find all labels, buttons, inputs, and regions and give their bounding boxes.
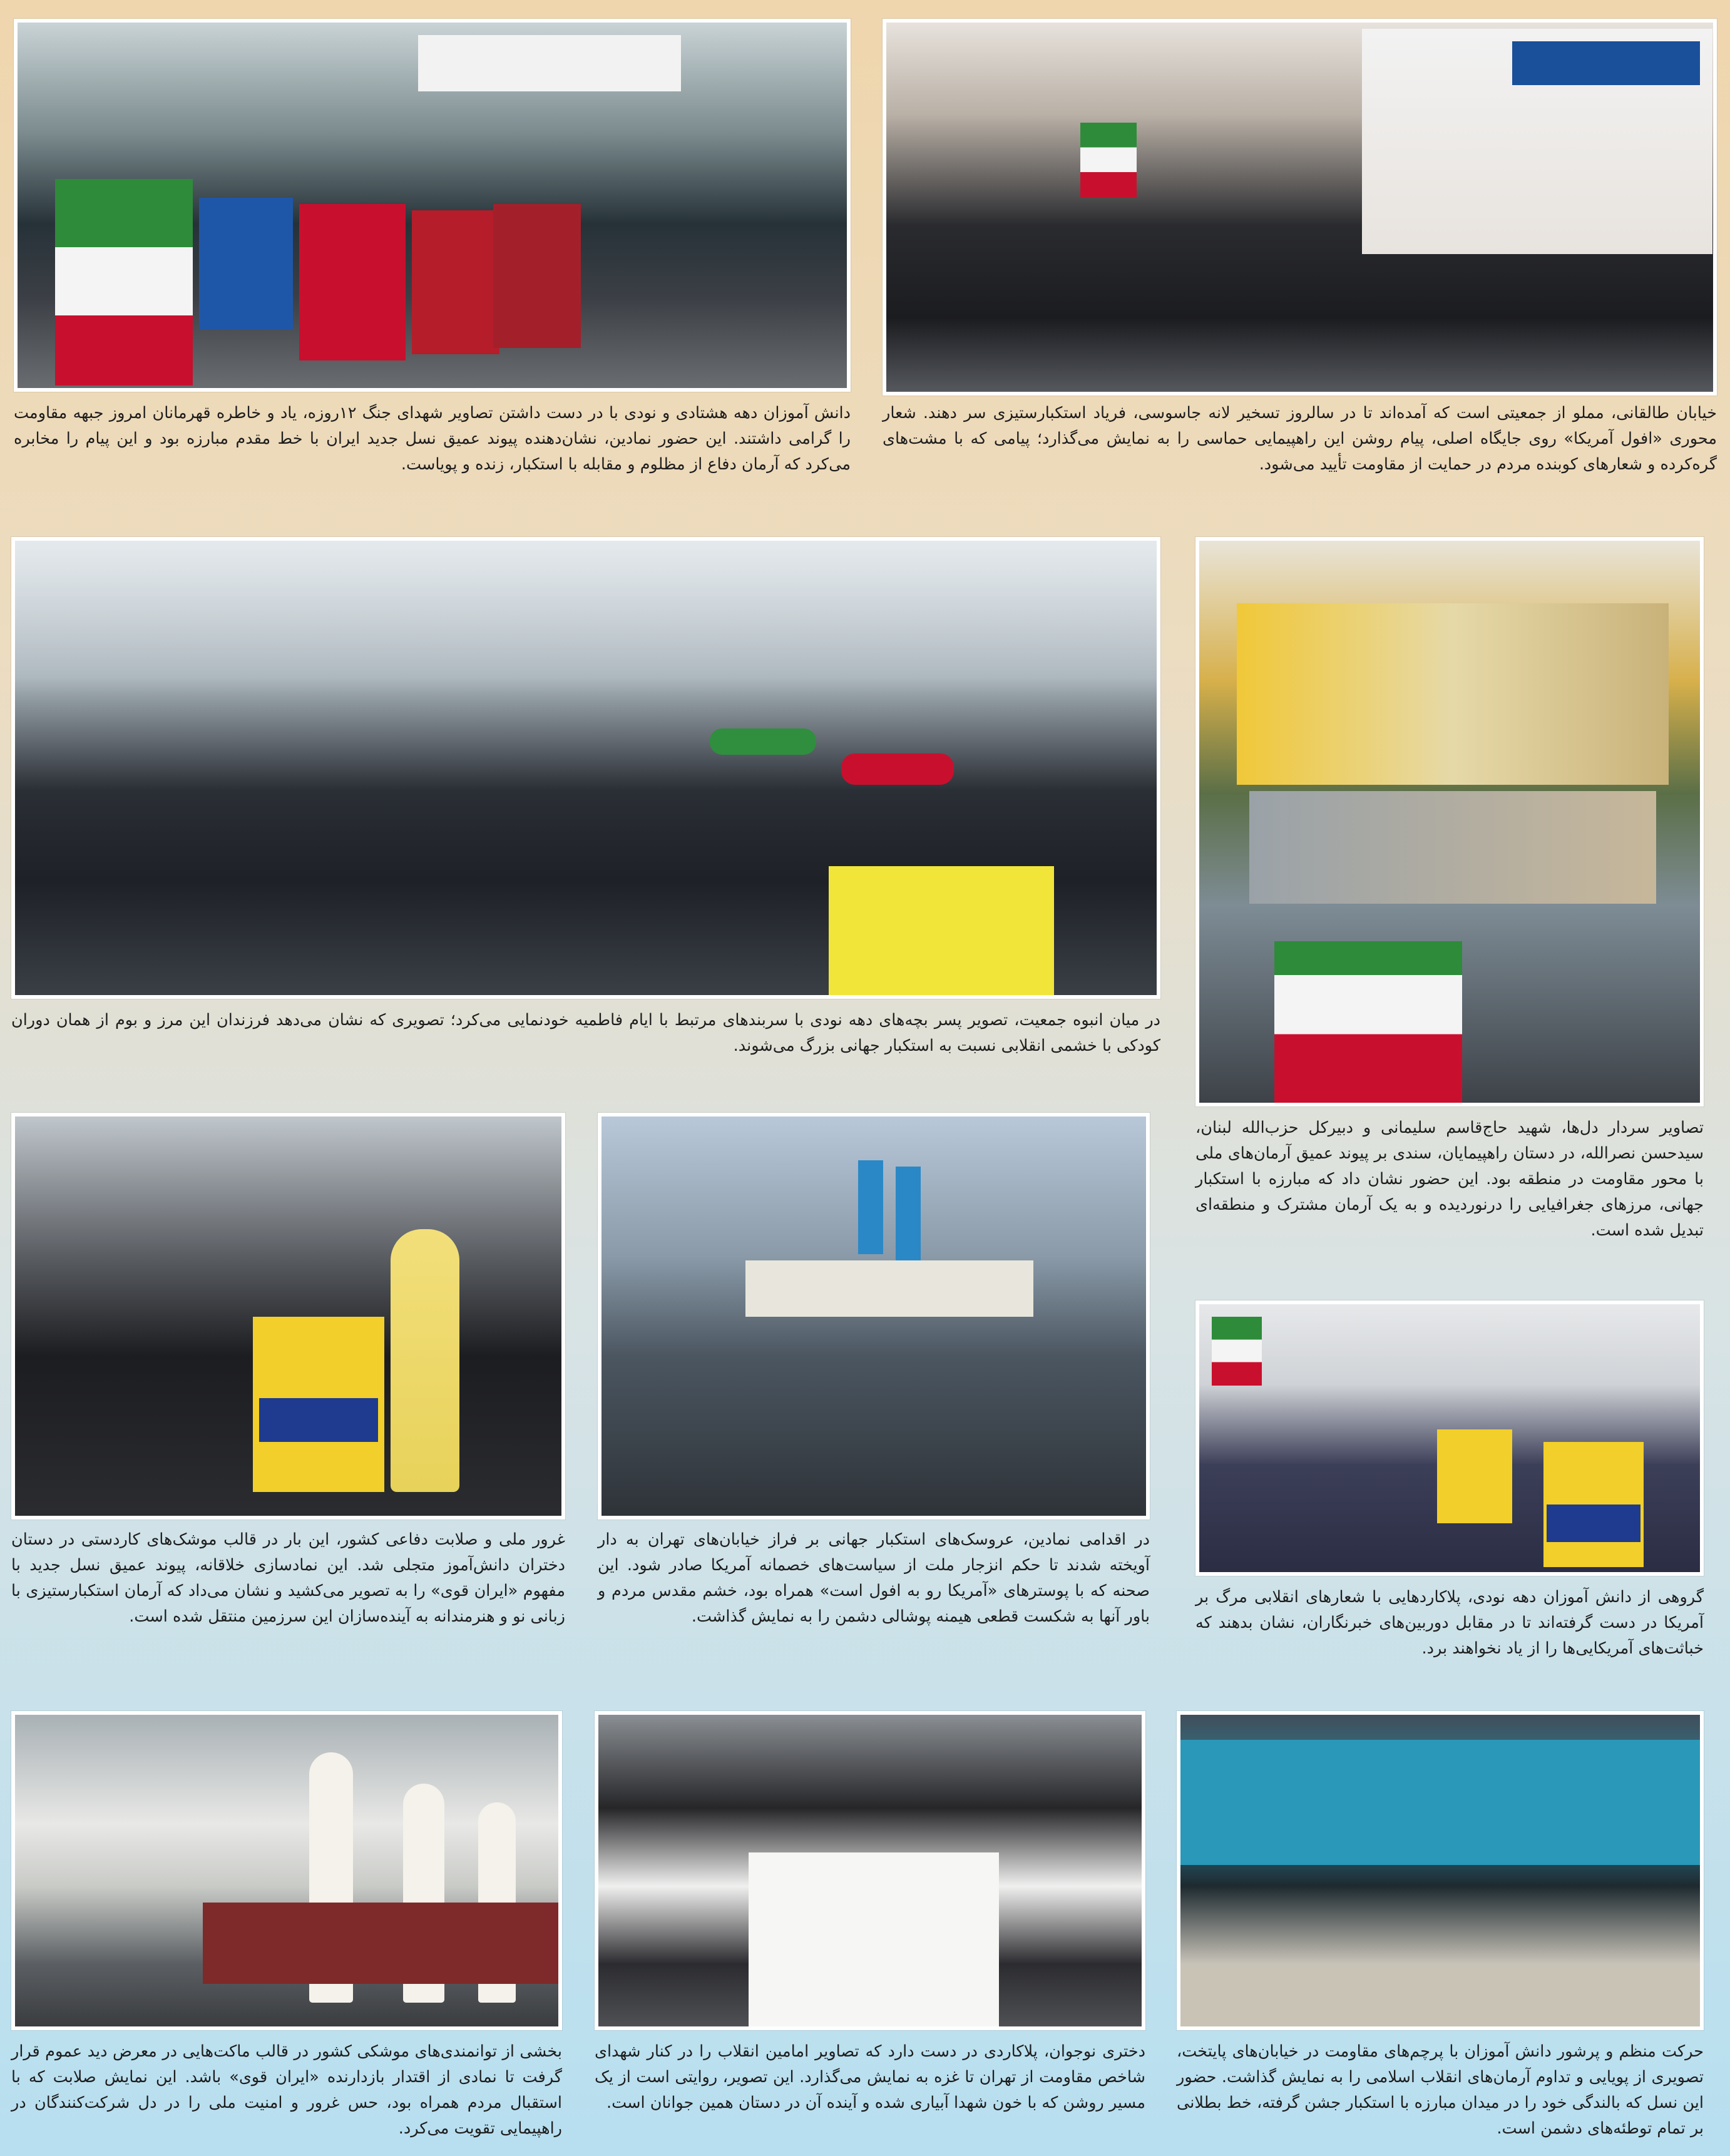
caption-top-right: خیابان طالقانی، مملو از جمعیتی است که آمده‌اند تا در سالروز تسخیر لانه جاسوسی، فریاد استکبارستیزی سر دهند. شعار محوری «افول آمریکا» روی جایگاه اصلی، پیام روشن این راهپیمایی حماسی را به نمایش می‌گذارد؛ پیامی که با مشت‌های گره‌کرده و شعارهای کوبنده مردم در حمایت از مقاومت تأیید می‌شود. <box>883 404 1717 474</box>
effigy-shape <box>896 1167 921 1260</box>
poster-board <box>1237 603 1669 785</box>
photo-girl-holding-placard <box>595 1711 1145 2030</box>
caption-bottom-right: حرکت منظم و پرشور دانش آموزان با پرچم‌های مقاومت در خیابان‌های پایتخت، تصویری از پویایی و تداوم آرمان‌های انقلاب اسلامی را به نمایش گذاشت. حضور این نسل که بالندگی خود را در میدان مبارزه با استکبار جشن گرفته، خط بطلانی بر تمام توطئه‌های دشمن است. <box>1177 2042 1704 2138</box>
portrait-board <box>493 204 581 348</box>
caption-row3-left: غرور ملی و صلابت دفاعی کشور، این بار در قالب موشک‌های کاردستی در دستان دختران دانش‌آموز متجلی شد. این نمادسازی خلاقانه، پیوند عمیق نسل جدید با مفهوم «ایران قوی» را به تصویر می‌کشید و نشان می‌داد که آرمان استکبارستیزی با زبانی نو و هنرمندانه به آینده‌سازان این سرزمین منتقل شده است. <box>11 1530 565 1626</box>
caption-row3-middle: در اقدامی نمادین، عروسک‌های استکبار جهانی بر فراز خیابان‌های تهران به دار آویخته شدند تا حکم انزجار ملت از سیاست‌های خصمانه آمریکا صادر شود. این صحنه که با پوسترهای «آمریکا رو به افول است» همراه بود، خشم مقدس مردم و باور آنها به شکست قطعی هیمنه پوشالی دشمن را به نمایش گذاشت. <box>598 1530 1150 1626</box>
caption-bottom-left: بخشی از توانمندی‌های موشکی کشور در قالب ماکت‌هایی در معرض دید عموم قرار گرفت تا نمادی از اقتدار بازدارنده «ایران قوی» باشد. این نمایش صلابت که با استقبال مردم همراه بود، حس غرور و امنیت ملی را در دل شرکت‌کنندگان در راهپیمایی تقویت می‌کرد. <box>11 2042 562 2138</box>
photo-schoolgirls-placards <box>1195 1300 1704 1576</box>
photo-students-martyr-portraits <box>14 19 851 392</box>
headband-shape <box>710 728 816 755</box>
bus-shape <box>1180 1740 1704 1865</box>
photo-missile-models-display <box>11 1711 562 2030</box>
placard-shape <box>1437 1429 1512 1523</box>
caption-bottom-middle: دختری نوجوان، پلاکاردی در دست دارد که تصاویر امامین انقلاب را در کنار شهدای شاخص مقاومت از تهران تا غزه به نمایش می‌گذارد. این تصویر، روایتی است از یک مسیر روشن که با خون شهدا آبیاری شده و آینده آن در دستان همین جوانان است. <box>595 2042 1145 2112</box>
banner-shape <box>203 1903 562 1984</box>
caption-middle-wide: در میان انبوه جمعیت، تصویر پسر بچه‌های دهه نودی با سربندهای مرتبط با ایام فاطمیه خودنمایی می‌کرد؛ تصویری که نشان می‌دهد فرزندان این مرز و بوم از همان دوران کودکی با خشمی انقلابی نسبت به استکبار جهانی بزرگ می‌شوند. <box>11 1011 1160 1055</box>
banner-shape <box>418 35 681 91</box>
caption-right-tall: تصاویر سردار دل‌ها، شهید حاج‌قاسم سلیمانی و دبیرکل حزب‌الله لبنان، سیدحسن نصرالله، در دستان راهپیمایان، سندی بر پیوند عمیق آرمان‌های ملی با محور مقاومت در منطقه بود. این حضور نشان داد که مبارزه با استکبار جهانی، مرزهای جغرافیایی را درنوردیده و به یک آرمان مشترک و منطقه‌ای تبدیل شده است. <box>1195 1118 1704 1240</box>
effigy-shape <box>858 1160 883 1254</box>
photo-hanged-effigies-street <box>598 1113 1150 1520</box>
photo-boys-headbands-shouting <box>11 537 1160 999</box>
headband-shape <box>841 754 954 785</box>
photo-soleimani-nasrallah-posters <box>1195 537 1704 1106</box>
placard-shape <box>749 1852 999 2030</box>
portrait-board <box>412 210 499 354</box>
photo-students-march-flags <box>1177 1711 1704 2030</box>
caption-row3-right: گروهی از دانش آموزان دهه نودی، پلاکاردهایی با شعارهای انقلابی مرگ بر آمریکا در دست گرفته‌اند تا در مقابل دوربین‌های خبرنگاران، نشان بدهند که خباثت‌های آمریکایی‌ها را از یاد نخواهند برد. <box>1195 1588 1704 1658</box>
poster-board <box>1249 791 1656 904</box>
placard-strip <box>1547 1505 1640 1542</box>
placard-strip <box>259 1398 378 1442</box>
road-shape <box>1180 1965 1704 2030</box>
sky-shape <box>15 541 1160 697</box>
flag-shape <box>1212 1317 1262 1386</box>
flag-shape <box>1080 123 1137 198</box>
flag-shape <box>55 179 193 386</box>
photo-taleghani-street-crowd <box>883 19 1717 396</box>
missile-model <box>391 1229 459 1492</box>
caption-top-left: دانش آموزان دهه هشتادی و نودی با در دست داشتن تصاویر شهدای جنگ ۱۲روزه، یاد و خاطره قهرمانان امروز جبهه مقاومت را گرامی داشتند. این حضور نمادین، نشان‌دهنده پیوند عمیق نسل جدید ایران با خط مقدم مبارزه بود و این پیام را مخابره می‌کرد که آرمان دفاع از مظلوم و مقابله با استکبار، زنده و پویاست. <box>14 404 851 474</box>
portrait-board <box>199 198 293 329</box>
portrait-board <box>299 204 406 360</box>
poster-board <box>745 1260 1033 1317</box>
photo-girls-cardboard-missiles <box>11 1113 565 1520</box>
banner-slogan <box>1512 41 1700 85</box>
yellow-shirt-shape <box>829 866 1054 999</box>
flag-shape <box>1274 941 1462 1106</box>
